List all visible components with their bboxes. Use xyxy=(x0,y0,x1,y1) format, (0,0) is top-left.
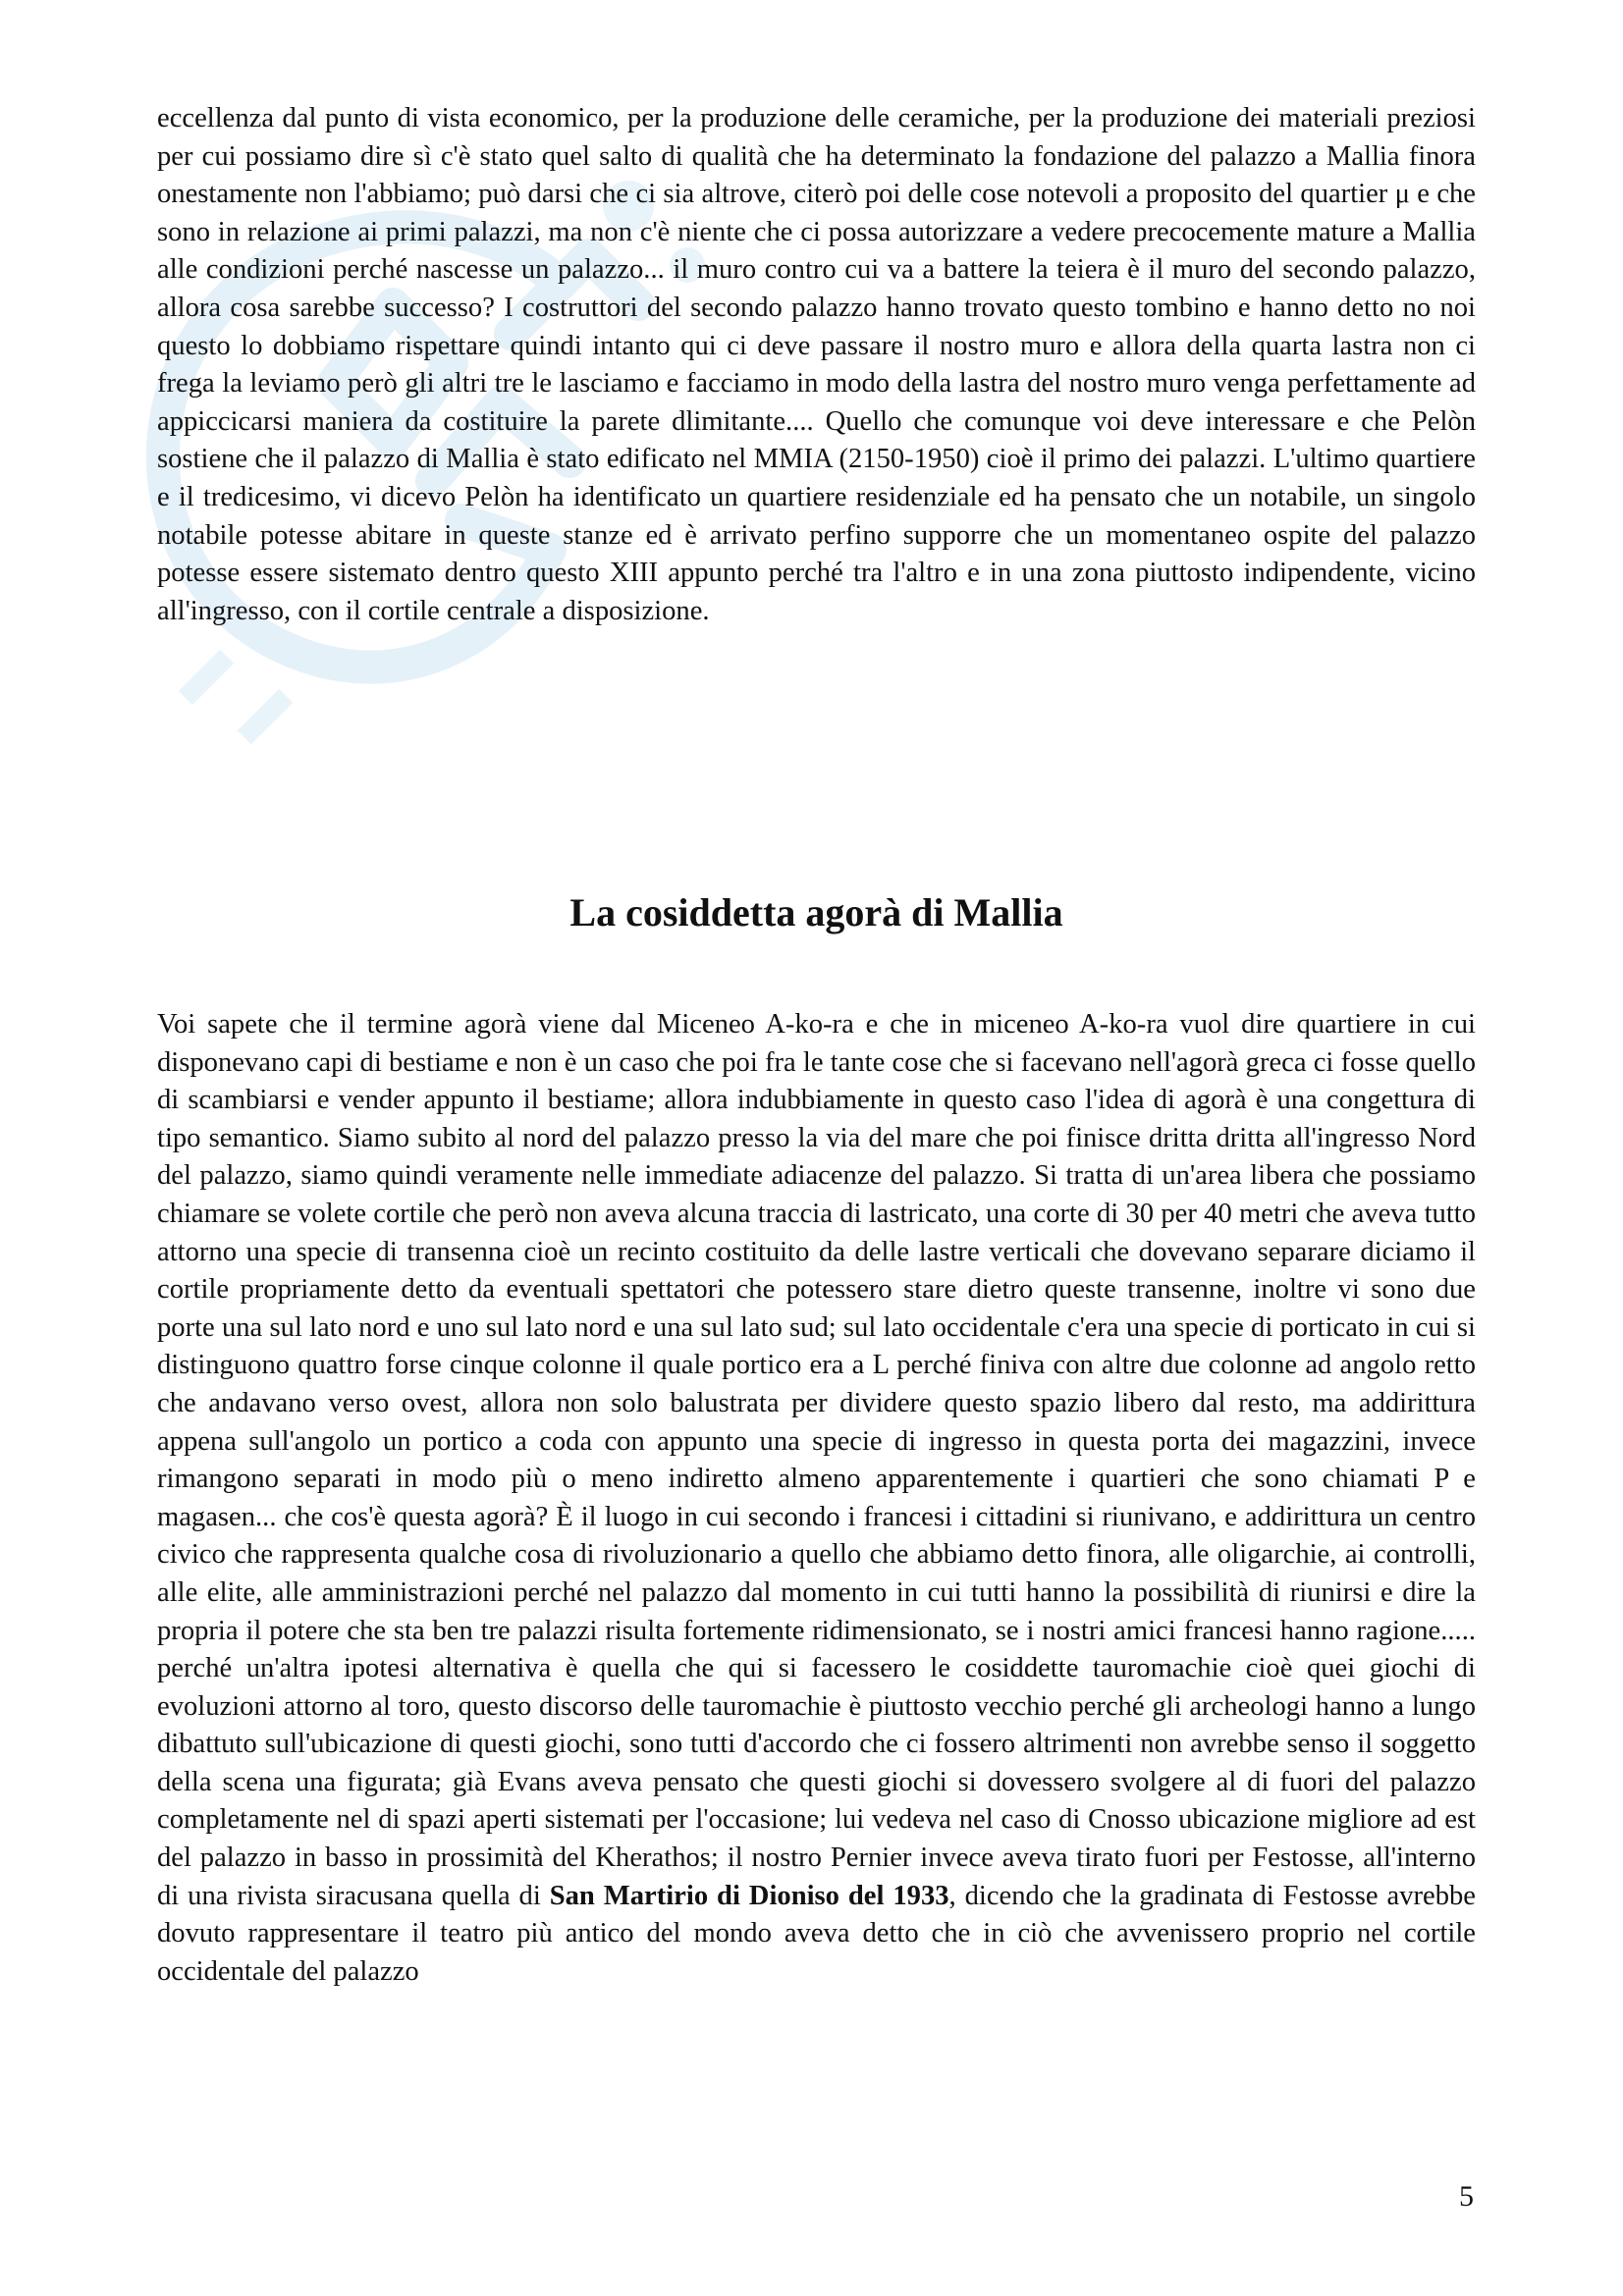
bold-citation: San Martirio di Dioniso del 1933 xyxy=(549,1880,949,1911)
paragraph-text: Voi sapete che il termine agorà viene dal Miceneo A-ko-ra e che in miceneo A-ko-ra vuol dire quartiere in cui disponevano capi di bestiame e non è un caso che poi fra le tante cose che si facevano nell'agorà greca ci fosse quello di scambiarsi e vender appunto il bestiame; allora indubbiamente in questo caso l'idea di agorà è una congettura di tipo semantico. Siamo subito al nord del palazzo presso la via del mare che poi finisce dritta dritta all'ingresso Nord del palazzo, siamo quindi veramente nelle immediate adiacenze del palazzo. Si tratta di un'area libera che possiamo chiamare se volete cortile che però non aveva alcuna traccia di lastricato, una corte di 30 per 40 metri che aveva tutto attorno una specie di transenna cioè un recinto costituito da delle lastre verticali che dovevano separare diciamo il cortile propriamente detto da eventuali spettatori che potessero stare dietro queste transenne, inoltre vi sono due porte una sul lato nord e uno sul lato nord e una sul lato sud; sul lato occidentale c'era una specie di porticato in cui si distinguono quattro forse cinque colonne il quale portico era a L perché finiva con altre due colonne ad angolo retto che andavano verso ovest, allora non solo balustrata per dividere questo spazio libero dal resto, ma addirittura appena sull'angolo un portico a coda con appunto una specie di ingresso in questa porta dei magazzini, invece rimangono separati in modo più o meno indiretto almeno apparentemente i quartieri che sono chiamati P e magasen... che cos'è questa agorà? È il luogo in cui secondo i francesi i cittadini si riunivano, e addirittura un centro civico che rappresenta qualche cosa di rivoluzionario a quello che abbiamo detto finora, alle oligarchie, ai controlli, alle elite, alle amministrazioni perché nel palazzo dal momento in cui tutti hanno la possibilità di riunirsi e dire la propria il potere che sta ben tre palazzi risulta fortemente ridimensionato, se i nostri amici francesi hanno ragione..... perché un'altra ipotesi alternativa è quella che qui si facessero le cosiddette tauromachie cioè quei giochi di evoluzioni attorno al toro, questo discorso delle tauromachie è piuttosto vecchio perché gli archeologi hanno a lungo dibattuto sull'ubicazione di questi giochi, sono tutti d'accordo che ci fossero altrimenti non avrebbe senso il soggetto della scena una figurata; già Evans aveva pensato che questi giochi si dovessero svolgere al di fuori del palazzo completamente nel di spazi aperti sistemati per l'occasione; lui vedeva nel caso di Cnosso ubicazione migliore ad est del palazzo in basso in prossimità del Kherathos; il nostro Pernier invece aveva tirato fuori per Festosse, all'interno di una rivista siracusana quella di xyxy=(157,1009,1476,1911)
section-title: La cosiddetta agorà di Mallia xyxy=(569,890,1063,934)
page-number: 5 xyxy=(1459,2180,1474,2213)
paragraph-text: , dicendo che la gradinata di Festosse avrebbe dovuto rappresentare il teatro più antico del mondo aveva detto che in ciò che avvenissero proprio nel cortile occidentale del palazzo xyxy=(157,1880,1476,1987)
body-paragraph xyxy=(157,1006,1476,1991)
body-paragraph: eccellenza dal punto di vista economico, per la produzione delle ceramiche, per la produzione dei materiali preziosi per cui possiamo dire sì c'è stato quel salto di qualità che ha determinato la fondazione del palazzo a Mallia finora onestamente non l'abbiamo; può darsi che ci sia altrove, citerò poi delle cose notevoli a proposito del quartier μ e che sono in relazione ai primi palazzi, ma non c'è niente che ci possa autorizzare a vedere precocemente mature a Mallia alle condizioni perché nascesse un palazzo... il muro contro cui va a battere la teiera è il muro del secondo palazzo, allora cosa sarebbe successo? I costruttori del secondo palazzo hanno trovato questo tombino e hanno detto no noi questo lo dobbiamo rispettare quindi intanto qui ci deve passare il nostro muro e allora della quarta lastra non ci frega la leviamo però gli altri tre le lasciamo e facciamo in modo della lastra del nostro muro venga perfettamente ad appiccicarsi maniera da costituire la parete dlimitante.... Quello che comunque voi deve interessare e che Pelòn sostiene che il palazzo di Mallia è stato edificato nel MMIA (2150-1950) cioè il primo dei palazzi. L'ultimo quartiere e il tredicesimo, vi dicevo Pelòn ha identificato un quartiere residenziale ed ha pensato che un notabile, un singolo notabile potesse abitare in queste stanze ed è arrivato perfino supporre che un momentaneo ospite del palazzo potesse essere sistemato dentro questo XIII appunto perché tra l'altro e in una zona piuttosto indipendente, vicino all'ingresso, con il cortile centrale a disposizione. xyxy=(157,103,1476,626)
